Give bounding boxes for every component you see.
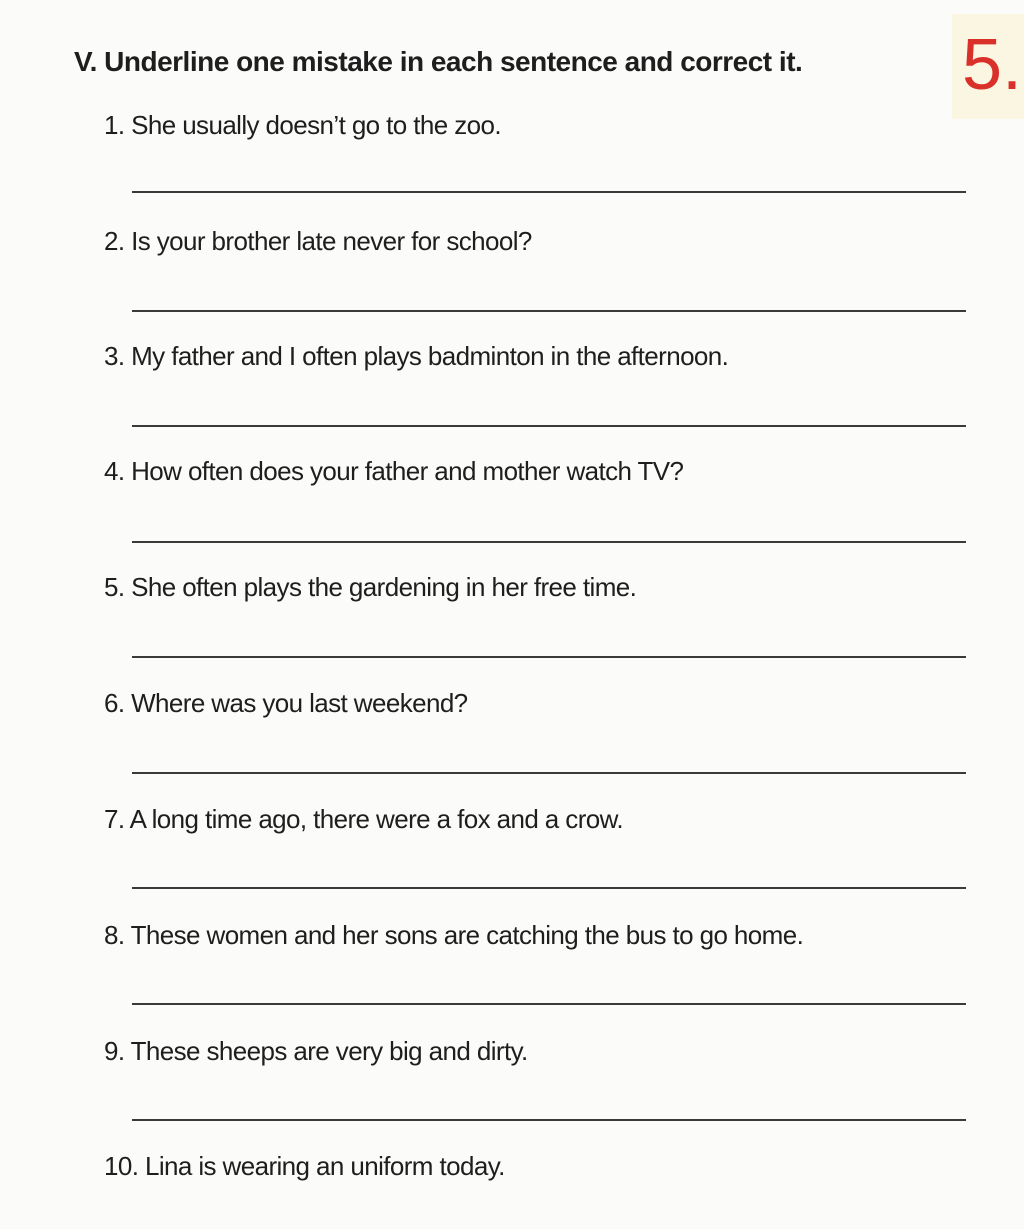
sentence-item-1: 1. She usually doesn’t go to the zoo. <box>104 110 501 140</box>
sentence-item-8: 8. These women and her sons are catching the bus to go home. <box>104 920 804 950</box>
answer-line-7[interactable] <box>132 887 966 889</box>
answer-line-3[interactable] <box>132 425 966 427</box>
sentence-item-9: 9. These sheeps are very big and dirty. <box>104 1036 528 1066</box>
answer-line-4[interactable] <box>132 541 966 543</box>
exercise-heading: V. Underline one mistake in each sentence and correct it. <box>74 46 803 77</box>
sentence-item-6: 6. Where was you last weekend? <box>104 688 468 718</box>
answer-line-8[interactable] <box>132 1003 966 1005</box>
sentence-item-7: 7. A long time ago, there were a fox and a crow. <box>104 804 623 834</box>
sentence-item-2: 2. Is your brother late never for school? <box>104 226 532 256</box>
sentence-item-3: 3. My father and I often plays badminton in the afternoon. <box>104 341 729 371</box>
sentence-item-4: 4. How often does your father and mother watch TV? <box>104 456 684 486</box>
sentence-item-5: 5. She often plays the gardening in her free time. <box>104 572 637 602</box>
answer-line-5[interactable] <box>132 656 966 658</box>
answer-line-9[interactable] <box>132 1119 966 1121</box>
answer-line-1[interactable] <box>132 191 966 193</box>
section-number: 5. <box>962 25 1023 105</box>
answer-line-6[interactable] <box>132 772 966 774</box>
answer-line-2[interactable] <box>132 310 966 312</box>
sentence-item-10: 10. Lina is wearing an uniform today. <box>104 1151 505 1181</box>
